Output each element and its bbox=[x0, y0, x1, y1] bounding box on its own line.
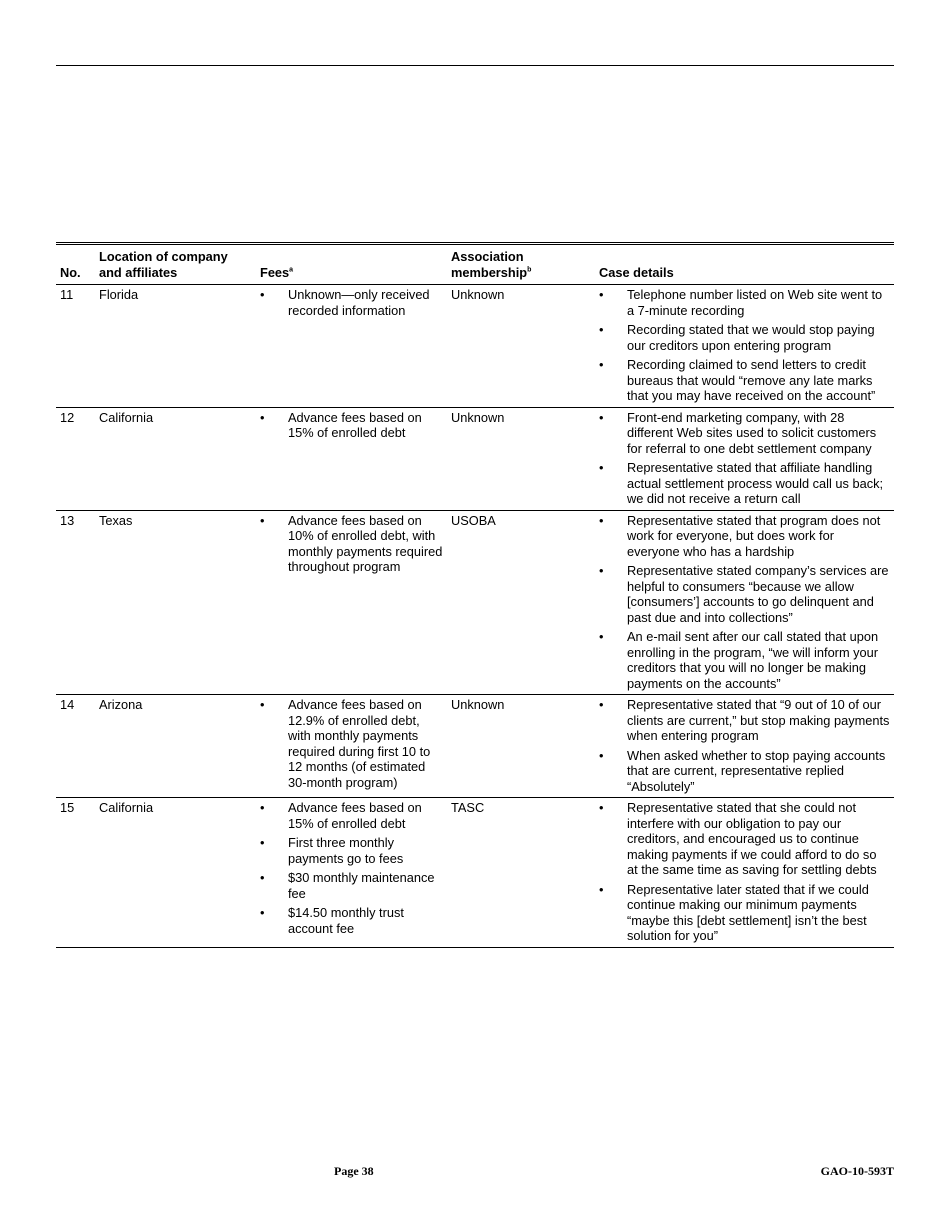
cell-fees bbox=[256, 695, 447, 798]
table-row bbox=[56, 510, 894, 695]
cell-fees bbox=[256, 798, 447, 948]
list-item: • First three monthly payments go to fees bbox=[260, 835, 443, 866]
cell-location: Florida bbox=[99, 287, 139, 302]
header-association bbox=[447, 244, 595, 285]
cell-fees-list bbox=[260, 410, 443, 441]
list-item: • Representative stated that affiliate handling actual settlement process would call us back; we did not receive a return call bbox=[599, 460, 890, 507]
cell-details-list bbox=[599, 697, 890, 794]
cell-fees-list bbox=[260, 287, 443, 318]
cell-fees bbox=[256, 510, 447, 695]
list-item: • An e-mail sent after our call stated that upon enrolling in the program, “we will inform your creditors that you will no longer be making payments on the accounts” bbox=[599, 629, 890, 691]
cell-association: TASC bbox=[451, 800, 485, 815]
list-item: • Unknown—only received recorded information bbox=[260, 287, 443, 318]
cell-fees-list bbox=[260, 800, 443, 936]
header-location: Location of company and affiliates bbox=[99, 249, 228, 280]
footnote-b: b bbox=[527, 266, 532, 274]
header-association-label: Association membership bbox=[451, 249, 528, 280]
footnote-a: a bbox=[289, 266, 294, 274]
case-table-container bbox=[56, 242, 894, 948]
document-id: GAO-10-593T bbox=[820, 1164, 894, 1178]
cell-fees-list bbox=[260, 697, 443, 790]
list-item: • When asked whether to stop paying accounts that are current, representative replied “Absolutely” bbox=[599, 748, 890, 795]
table-row bbox=[56, 407, 894, 510]
list-item: • Representative later stated that if we could continue making our minimum payments “maybe this [debt settlement] isn’t the best solution for you” bbox=[599, 882, 890, 944]
list-item: • Advance fees based on 15% of enrolled debt bbox=[260, 800, 443, 831]
list-item: • Representative stated that “9 out of 10 of our clients are current,” but stop making payments when entering program bbox=[599, 697, 890, 744]
cell-details-list bbox=[599, 410, 890, 507]
cell-fees bbox=[256, 407, 447, 510]
list-item: • Advance fees based on 12.9% of enrolled debt, with monthly payments required during first 10 to 12 months (of estimated 30-month program) bbox=[260, 697, 443, 790]
cell-details bbox=[595, 695, 894, 798]
list-item: • Representative stated that she could not interfere with our obligation to pay our creditors, and encouraged us to continue making payments if we could afford to do so at the same time as saving for settling debts bbox=[599, 800, 890, 878]
cell-no: 13 bbox=[60, 512, 75, 528]
page-number: Page 38 bbox=[334, 1164, 374, 1178]
cell-no: 11 bbox=[60, 287, 74, 302]
cell-details bbox=[595, 798, 894, 948]
list-item: • Front-end marketing company, with 28 different Web sites used to solicit customers for referral to one debt settlement company bbox=[599, 410, 890, 457]
cell-details bbox=[595, 407, 894, 510]
cell-details-list bbox=[599, 287, 890, 404]
cell-fees-list bbox=[260, 513, 443, 575]
cell-details-list bbox=[599, 800, 890, 944]
list-item: • Recording stated that we would stop paying our creditors upon entering program bbox=[599, 322, 890, 353]
table-row bbox=[56, 798, 894, 948]
table-row bbox=[56, 695, 894, 798]
cell-association: Unknown bbox=[451, 697, 505, 712]
list-item: • $30 monthly maintenance fee bbox=[260, 870, 443, 901]
cell-details-list bbox=[599, 513, 890, 692]
header-rule bbox=[56, 65, 894, 66]
list-item: • Recording claimed to send letters to credit bureaus that would “remove any late marks that you may have received on the account” bbox=[599, 357, 890, 404]
cell-location: California bbox=[99, 409, 154, 425]
table-header-row bbox=[56, 244, 894, 285]
header-fees-label: Fees bbox=[260, 264, 290, 280]
cell-association: Unknown bbox=[451, 409, 505, 425]
table-body bbox=[56, 285, 894, 948]
list-item: • Advance fees based on 15% of enrolled debt bbox=[260, 410, 443, 441]
cell-details bbox=[595, 510, 894, 695]
header-details: Case details bbox=[599, 264, 674, 280]
cell-location: California bbox=[99, 800, 154, 815]
list-item: • $14.50 monthly trust account fee bbox=[260, 905, 443, 936]
list-item: • Representative stated that program does not work for everyone, but does work for everyone who has a hardship bbox=[599, 513, 890, 560]
cell-location: Texas bbox=[99, 512, 133, 528]
cell-fees bbox=[256, 285, 447, 408]
cell-association: USOBA bbox=[451, 512, 496, 528]
cell-location: Arizona bbox=[99, 697, 143, 712]
list-item: • Representative stated company’s services are helpful to consumers “because we allow [consumers’] accounts to go delinquent and past due and into collections” bbox=[599, 563, 890, 625]
cell-no: 12 bbox=[60, 409, 75, 425]
case-table bbox=[56, 242, 894, 948]
cell-no: 14 bbox=[60, 697, 75, 712]
list-item: • Telephone number listed on Web site went to a 7-minute recording bbox=[599, 287, 890, 318]
header-fees bbox=[256, 244, 447, 285]
cell-association: Unknown bbox=[451, 287, 505, 302]
cell-no: 15 bbox=[60, 800, 75, 815]
cell-details bbox=[595, 285, 894, 408]
table-row bbox=[56, 285, 894, 408]
list-item: • Advance fees based on 10% of enrolled debt, with monthly payments required throughout program bbox=[260, 513, 443, 575]
header-no: No. bbox=[60, 264, 81, 280]
